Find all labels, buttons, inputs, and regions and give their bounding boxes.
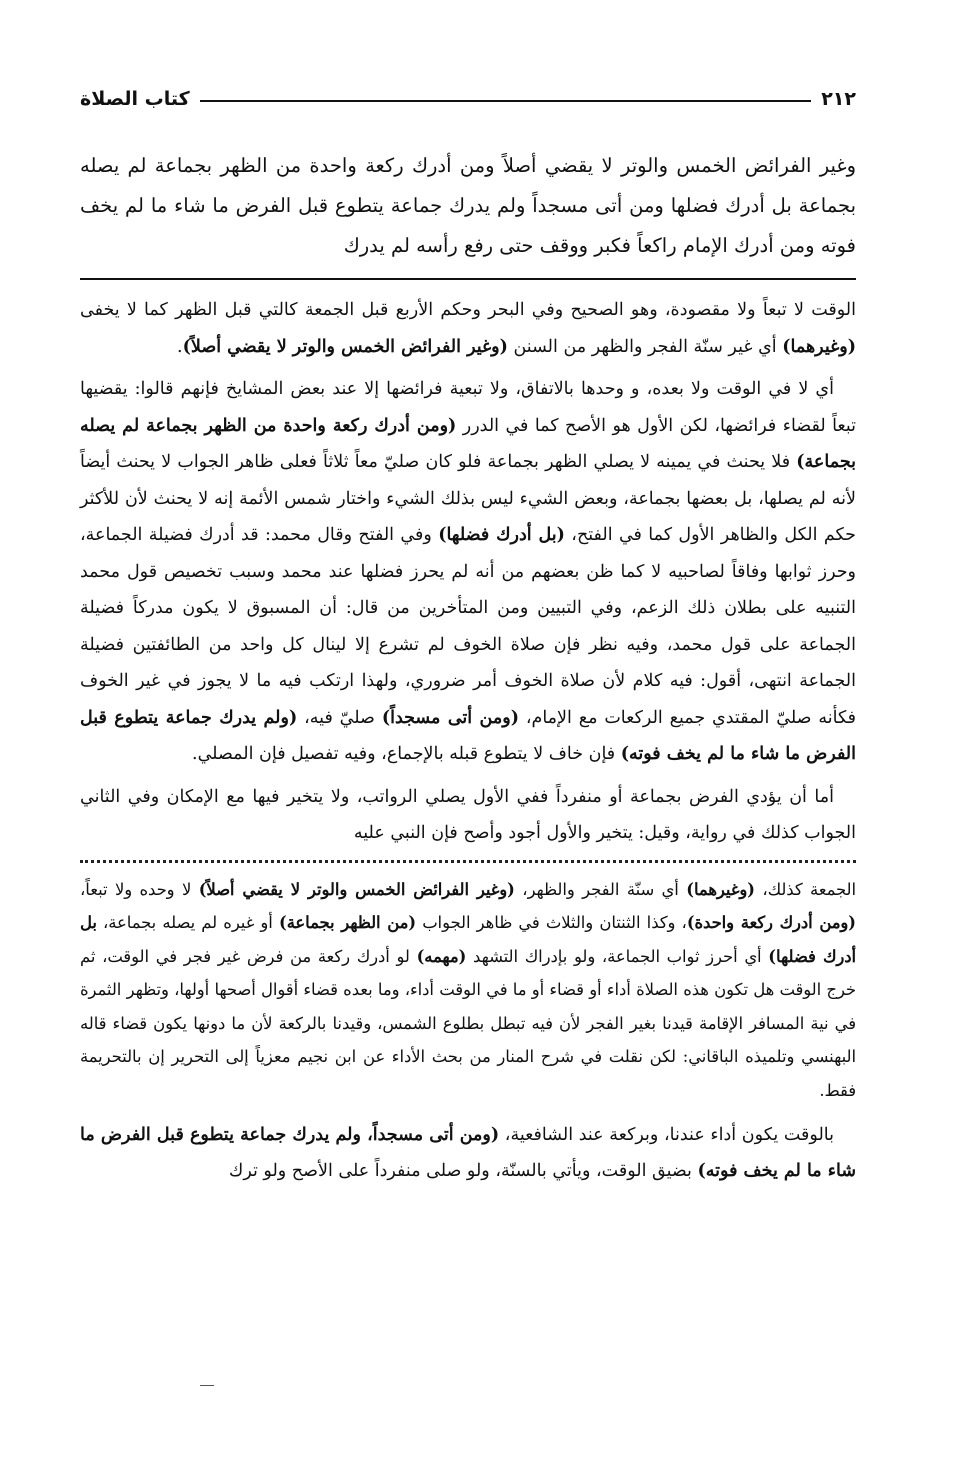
- matn-quote: (ومن أتى مسجداً، ولم يدرك جماعة يتطوع قبل الفرض ما شاء ما لم يخف فوته): [80, 1125, 856, 1181]
- matn-quote: بل أدرك فضلها): [80, 913, 857, 966]
- text-run: أي لا في الوقت ولا بعده، و وحدها بالاتفاق، ولا تبعية فرائضها إلا عند بعض المشايخ فإنهم قالوا: يقضيها تبعاً لقضاء فرائضها، لكن الأول هو الأصح كما في الدرر: [80, 379, 856, 436]
- running-header: [80, 82, 856, 116]
- text-run: الجمعة كذلك،: [754, 879, 856, 899]
- book-page: [80, 82, 856, 1442]
- footnote-divider: [80, 860, 856, 863]
- matn-quote: (ومن أدرك ركعة واحدة): [686, 913, 857, 932]
- text-run: بضيق الوقت، ويأتي بالسنّة، ولو صلى منفرداً على الأصح ولو ترك: [228, 1161, 698, 1181]
- commentary-section: [80, 292, 856, 852]
- matn-quote: (بل أدرك فضلها): [438, 525, 565, 545]
- book-title: كتاب الصلاة: [80, 88, 190, 110]
- text-run: الوقت لا تبعاً ولا مقصودة، وهو الصحيح وفي البحر وحكم الأربع قبل الجمعة كالتي قبل الظهر كما لا يخفى: [80, 300, 856, 320]
- matn-quote: (ومن أدرك ركعة واحدة من الظهر بجماعة لم يصله بجماعة): [80, 415, 856, 472]
- commentary-paragraph: [80, 779, 856, 852]
- matn-paragraph: وغير الفرائض الخمس والوتر لا يقضي أصلاً ومن أدرك ركعة واحدة من الظهر بجماعة لم يصله بجماعة بل أدرك فضلها ومن أتى مسجداً ولم يدرك جماعة يتطوع قبل الفرض ما شاء ما لم يخف فوته ومن أدرك الإمام راكعاً فكبر ووقف حتى رفع رأسه لم يدرك: [80, 154, 856, 257]
- text-run: فلا يحنث في يمينه لا يصلي الظهر بجماعة فلو كان صليّ معاً ثلاثاً فعلى ظاهر الجواب لا يحنث أيضاً لأنه لم يصلها، بل بعضها بجماعة، وبعض الشيء ليس بذلك الشيء واختار شمس الأئمة إنه لا يحنث لأن للأكثر حكم الكل والظاهر الأول كما في الفتح،: [80, 452, 856, 545]
- commentary-paragraph: [80, 371, 856, 773]
- matn-text: [80, 146, 856, 266]
- footnote-section: [80, 873, 856, 1108]
- text-run: أي سنّة الفجر والظهر،: [514, 879, 687, 899]
- text-run: لا وحده ولا تبعاً،: [80, 879, 199, 899]
- matn-quote: (ولم يدرك جماعة يتطوع قبل الفرض ما شاء ما لم يخف فوته): [80, 707, 856, 764]
- page-number: ٢١٢: [821, 88, 856, 110]
- text-run: أما أن يؤدي الفرض بجماعة أو منفرداً ففي الأول يصلي الرواتب، ولا يتخير فيها مع الإمكان وفي الثاني الجواب كذلك في رواية، وقيل: يتخير والأول أجود وأصح فإن النبي عليه: [80, 786, 856, 843]
- commentary-paragraph: [80, 292, 856, 365]
- text-run: فإن خاف لا يتطوع قبله بالإجماع، وفيه تفصيل فإن المصلي.: [192, 744, 621, 764]
- matn-quote: (وغير الفرائض الخمس والوتر لا يقضي أصلاً): [182, 336, 508, 357]
- text-run: .: [177, 336, 183, 357]
- text-run: أو غيره لم يصله بجماعة،: [96, 913, 279, 932]
- commentary-continued: [80, 1117, 856, 1189]
- page-bottom-mark: [200, 1385, 214, 1386]
- text-run: ، وكذا الثنتان والثلاث في ظاهر الجواب: [416, 913, 687, 932]
- commentary-paragraph: [80, 1117, 856, 1189]
- matn-quote: (من الظهر بجماعة): [278, 913, 417, 932]
- matn-divider: [80, 278, 856, 280]
- text-run: أي أحرز ثواب الجماعة، ولو بإدراك التشهد: [466, 946, 769, 966]
- text-run: أي غير سنّة الفجر والظهر من السنن: [507, 336, 783, 357]
- matn-quote: (مهمه): [416, 946, 467, 966]
- matn-quote: (ومن أتى مسجداً): [381, 707, 519, 728]
- text-run: لو أدرك ركعة من فرض غير فجر في الوقت، ثم خرج الوقت هل تكون هذه الصلاة أداء أو قضاء أو ما في الوقت أداء، وما بعده قضاء أقوال أصحها أولها، وتظهر الثمرة في نية المسافر الإقامة قيدنا بغير الفجر لأن فيه تبطل بطلوع الشمس، وقيدنا بالركعة لأن ما دونها يكون قضاء قاله البهنسي وتلميذه الباقاني: لكن نقلت في شرح المنار من بحث الأداء عن ابن نجيم معزياً إلى التحرير إن بالتحريمة فقط.: [80, 946, 856, 1100]
- text-run: وفي الفتح وقال محمد: قد أدرك فضيلة الجماعة، وحرز ثوابها وفاقاً لصاحبيه لا كما ظن بعضهم من أنه لم يحرز فضلها عند محمد وسبب تخصيص قول محمد التنبيه على بطلان ذلك الزعم، وفي التبيين ومن المتأخرين من قال: أن المسبوق لا يكون مدركاً فضيلة الجماعة على قول محمد، وفيه نظر فإن صلاة الخوف لم تشرع إلا لينال كل واحد من الطائفتين فضيلة الجماعة انتهى، أقول: فيه كلام لأن صلاة الخوف أمر ضروري، ولهذا ارتكب فيه ما لا يجوز في غير الخوف فكأنه صليّ المقتدي جميع الركعات مع الإمام،: [80, 525, 856, 728]
- footnote-paragraph: [80, 873, 856, 1108]
- matn-quote: (وغير الفرائض الخمس والوتر لا يقضي أصلاً): [198, 879, 515, 899]
- text-run: بالوقت يكون أداء عندنا، وبركعة عند الشافعية،: [499, 1125, 834, 1145]
- matn-quote: (وغيرهما): [782, 336, 856, 357]
- matn-quote: (وغيرهما): [686, 879, 755, 899]
- text-run: صليّ فيه،: [297, 707, 382, 728]
- header-rule: [200, 100, 812, 102]
